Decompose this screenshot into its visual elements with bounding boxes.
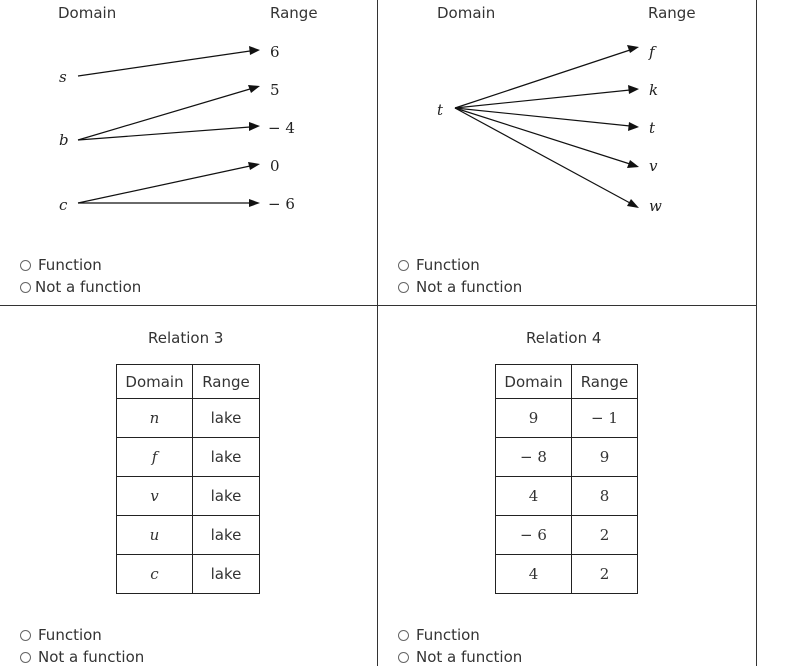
- relation3-not-function-option[interactable]: [20, 648, 144, 666]
- relation4-table: [495, 364, 638, 594]
- domain-cell: − 6: [496, 516, 572, 555]
- range-cell: lake: [193, 555, 260, 594]
- table-row: [117, 438, 260, 477]
- range-cell: 2: [572, 555, 638, 594]
- table-header-row: [117, 365, 260, 399]
- relation1-range-neg6: − 6: [268, 195, 295, 213]
- range-cell: 9: [572, 438, 638, 477]
- table-row: [496, 399, 638, 438]
- radio-button[interactable]: [398, 260, 409, 271]
- table-row: [117, 477, 260, 516]
- relation2-arrow-t-k: [455, 85, 639, 108]
- relation1-range-6: 6: [270, 43, 280, 61]
- relation2-range-t: t: [649, 119, 656, 137]
- divider-horizontal: [0, 305, 756, 306]
- option-label: Function: [416, 626, 480, 644]
- range-cell: 8: [572, 477, 638, 516]
- domain-cell: c: [117, 555, 193, 594]
- range-cell: 2: [572, 516, 638, 555]
- table-row: [496, 438, 638, 477]
- radio-button[interactable]: [398, 652, 409, 663]
- relation1-domain-s: s: [59, 68, 67, 86]
- range-cell: lake: [193, 399, 260, 438]
- domain-cell: 9: [496, 399, 572, 438]
- option-label: Not a function: [416, 648, 523, 666]
- option-label: Function: [416, 256, 480, 274]
- domain-cell: n: [117, 399, 193, 438]
- table-row: [496, 555, 638, 594]
- col-header-range: Range: [572, 365, 638, 399]
- range-cell: lake: [193, 477, 260, 516]
- option-label: Not a function: [416, 278, 523, 296]
- option-label: Not a function: [35, 278, 142, 296]
- relation2-domain-header: Domain: [437, 4, 496, 22]
- range-cell: lake: [193, 438, 260, 477]
- relation1-range-5: 5: [270, 81, 280, 99]
- relation2-arrow-t-t: [455, 108, 639, 131]
- option-label: Not a function: [38, 648, 145, 666]
- relation2-range-header: Range: [648, 4, 696, 22]
- relation2-range-f: f: [649, 43, 655, 61]
- table-row: [117, 555, 260, 594]
- radio-button[interactable]: [20, 652, 31, 663]
- relation2-range-k: k: [649, 81, 659, 99]
- col-header-range: Range: [193, 365, 260, 399]
- relation3-title: Relation 3: [148, 329, 224, 347]
- table-row: [117, 516, 260, 555]
- domain-cell: 4: [496, 477, 572, 516]
- relation2-range-v: v: [649, 157, 658, 175]
- domain-cell: v: [117, 477, 193, 516]
- option-label: Function: [38, 626, 102, 644]
- relation2-function-option[interactable]: [398, 256, 480, 274]
- col-header-domain: Domain: [117, 365, 193, 399]
- domain-cell: 4: [496, 555, 572, 594]
- relation1-range-0: 0: [270, 157, 280, 175]
- table-row: [496, 516, 638, 555]
- domain-cell: − 8: [496, 438, 572, 477]
- relation1-domain-c: c: [59, 196, 68, 214]
- relation4-title: Relation 4: [526, 329, 602, 347]
- radio-button[interactable]: [398, 630, 409, 641]
- relation1-range-neg4: − 4: [268, 119, 295, 137]
- relation2-domain-t: t: [437, 101, 444, 119]
- table-header-row: [496, 365, 638, 399]
- domain-cell: u: [117, 516, 193, 555]
- relation3-function-option[interactable]: [20, 626, 102, 644]
- relation2-range-w: w: [649, 197, 662, 215]
- radio-button[interactable]: [398, 282, 409, 293]
- relation1-domain-b: b: [59, 131, 69, 149]
- range-cell: lake: [193, 516, 260, 555]
- relation3-table: [116, 364, 260, 594]
- col-header-domain: Domain: [496, 365, 572, 399]
- radio-button[interactable]: [20, 630, 31, 641]
- table-row: [496, 477, 638, 516]
- relation4-not-function-option[interactable]: [398, 648, 522, 666]
- relation4-function-option[interactable]: [398, 626, 480, 644]
- relation1-range-header: Range: [270, 4, 318, 22]
- relation2-not-function-option[interactable]: [398, 278, 522, 296]
- option-label: Function: [38, 256, 102, 274]
- table-row: [117, 399, 260, 438]
- domain-cell: f: [117, 438, 193, 477]
- range-cell: − 1: [572, 399, 638, 438]
- relation1-domain-header: Domain: [58, 4, 117, 22]
